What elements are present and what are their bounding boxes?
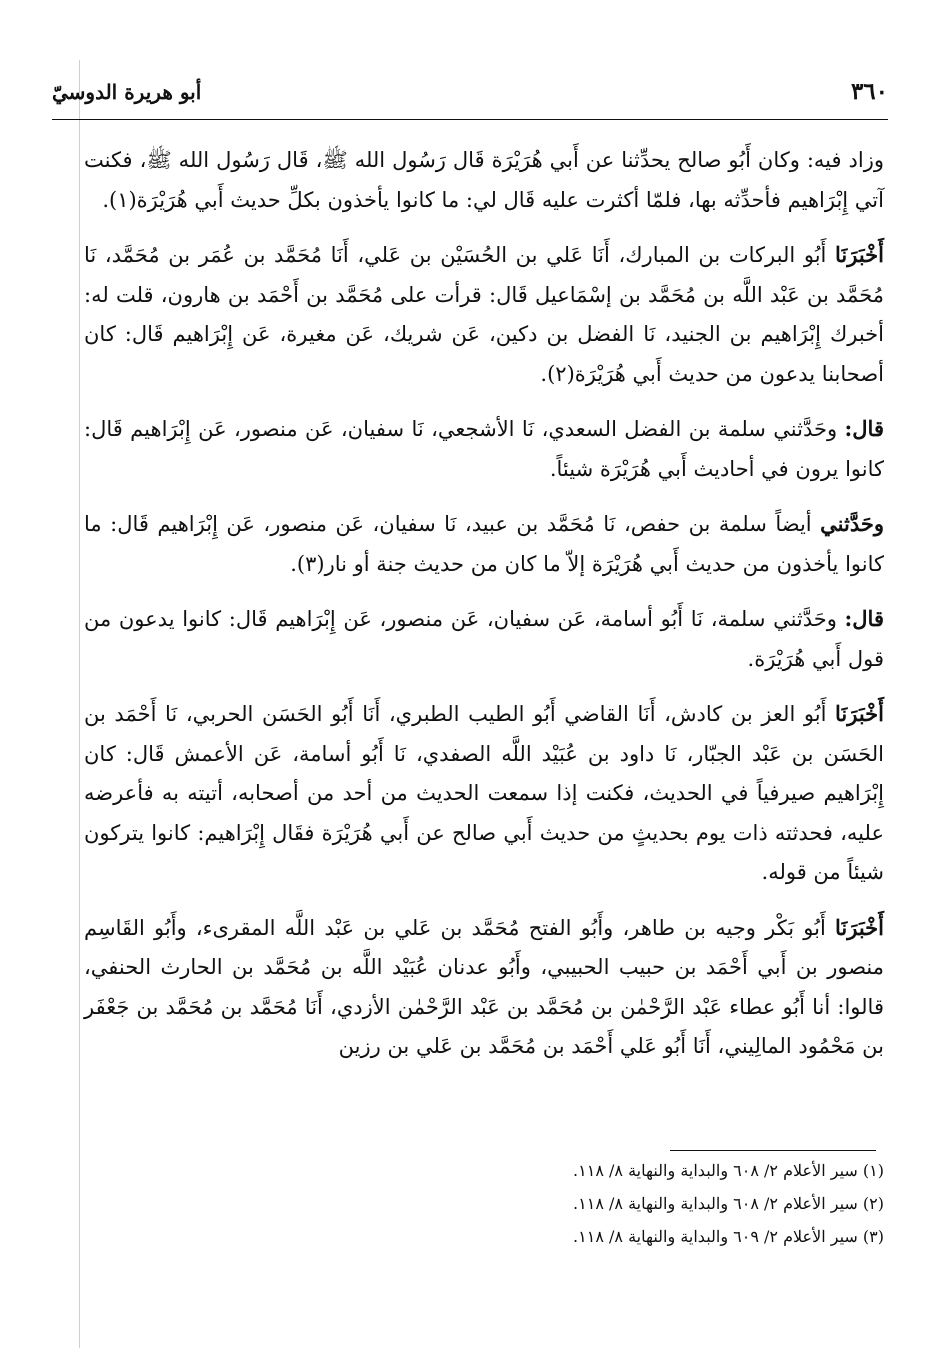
paragraph (84, 599, 884, 679)
main-text (84, 140, 884, 1082)
paragraph (84, 140, 884, 220)
paragraph-text: وحَدَّثني سلمة، نَا أَبُو أسامة، عَن سفيان، عَن منصور، عَن إِبْرَاهيم قَال: كانوا يدعون من قول أَبي هُرَيْرَة. (84, 607, 884, 671)
paragraph-text: أَبُو بَكْر وجيه بن طاهر، وأَبُو الفتح مُحَمَّد بن عَلي بن عَبْد اللَّه المقرىء، وأَبُو القَاسِم منصور بن أَبي أَحْمَد بن حبيب الحبيبي، وأَبُو عدنان عُبَيْد اللَّه بن مُحَمَّد بن الحارث الحنفي، قالوا: أنا أَبُو عطاء عَبْد الرَّحْمٰن بن مُحَمَّد بن عَبْد الرَّحْمٰن الأزدي، أَنَا مُحَمَّد بن مُحَمَّد بن جَعْفَر بن مَحْمُود المالِيني، أَنَا أَبُو عَلي أَحْمَد بن مُحَمَّد بن عَلي بن رزين (84, 915, 884, 1058)
scan-edge-line (79, 60, 80, 1348)
paragraph (84, 409, 884, 489)
header-divider (52, 119, 888, 120)
running-title: أبو هريرة الدوسيّ (52, 80, 202, 104)
paragraph (84, 694, 884, 893)
paragraph-text: أيضاً سلمة بن حفص، نَا مُحَمَّد بن عبيد، نَا سفيان، عَن منصور، عَن إِبْرَاهيم قَال: ما كانوا يأخذون من حديث أَبي هُرَيْرَة إلاّ ما كان من حديث جنة أو نار(٣). (84, 512, 884, 576)
paragraph-lead: قال: (844, 606, 884, 631)
paragraph-lead: أَخْبَرَنَا (835, 914, 884, 940)
footnote: (٢) سير الأعلام ٢/ ٦٠٨ والبداية والنهاية ٨/ ١١٨. (573, 1194, 884, 1213)
footnote: (١) سير الأعلام ٢/ ٦٠٨ والبداية والنهاية ٨/ ١١٨. (573, 1161, 884, 1180)
footnotes (84, 1154, 884, 1253)
paragraph-text: أَبُو البركات بن المبارك، أَنَا عَلي بن الحُسَيْن بن عَلي، أَنَا مُحَمَّد بن عُمَر بن مُحَمَّد، نَا مُحَمَّد بن عَبْد اللَّه بن مُحَمَّد بن إسْمَاعيل قَال: قرأت على مُحَمَّد بن أَحْمَد بن هارون، قلت له: أخبرك إِبْرَاهيم بن الجنيد، نَا الفضل بن دكين، عَن شريك، عَن مغيرة، عَن إِبْرَاهيم قَال: كان أصحابنا يدعون من حديث أَبي هُرَيْرَة(٢). (84, 243, 884, 386)
paragraph-lead: وحَدَّثني (820, 511, 884, 536)
page-header (52, 78, 888, 112)
footnote-divider (670, 1150, 876, 1151)
paragraph (84, 908, 884, 1067)
paragraph-text: وحَدَّثني سلمة بن الفضل السعدي، نَا الأشجعي، نَا سفيان، عَن منصور، عَن إِبْرَاهيم قَال: كانوا يرون في أحاديث أَبي هُرَيْرَة شيئاً. (84, 417, 884, 481)
paragraph-text: أَبُو العز بن كادش، أَنَا القاضي أَبُو الطيب الطبري، أَنَا أَبُو الحَسَن الحربي، نَا أَحْمَد بن الحَسَن بن عَبْد الجبّار، نَا داود بن عُبَيْد اللَّه الصفدي، نَا أَبُو أسامة، عَن الأعمش قَال: كان إِبْرَاهيم صيرفياً في الحديث، فكنت إذا سمعت الحديث من أحد من أصحابه، أتيته به فأعرضه عليه، فحدثته ذات يوم بحديثٍ من حديث أَبي صالح عن أَبي هُرَيْرَة فقَال إِبْرَاهيم: كانوا يتركون شيئاً من قوله. (84, 702, 884, 884)
paragraph (84, 235, 884, 394)
paragraph (84, 504, 884, 584)
paragraph-text: وزاد فيه: وكان أَبُو صالح يحدِّثنا عن أَبي هُرَيْرَة قَال رَسُول الله ﷺ، قَال رَسُول الله ﷺ، فكنت آتي إِبْرَاهيم فأحدِّثه بها، فلمّا أكثرت عليه قَال لي: ما كانوا يأخذون بكلِّ حديث أَبي هُرَيْرَة(١). (84, 148, 884, 212)
paragraph-lead: قال: (844, 416, 884, 441)
footnote: (٣) سير الأعلام ٢/ ٦٠٩ والبداية والنهاية ٨/ ١١٨. (573, 1227, 884, 1246)
paragraph-lead: أَخْبَرَنَا (835, 701, 884, 726)
paragraph-lead: أَخْبَرَنَا (835, 242, 884, 267)
page-number: ٣٦٠ (850, 78, 888, 105)
